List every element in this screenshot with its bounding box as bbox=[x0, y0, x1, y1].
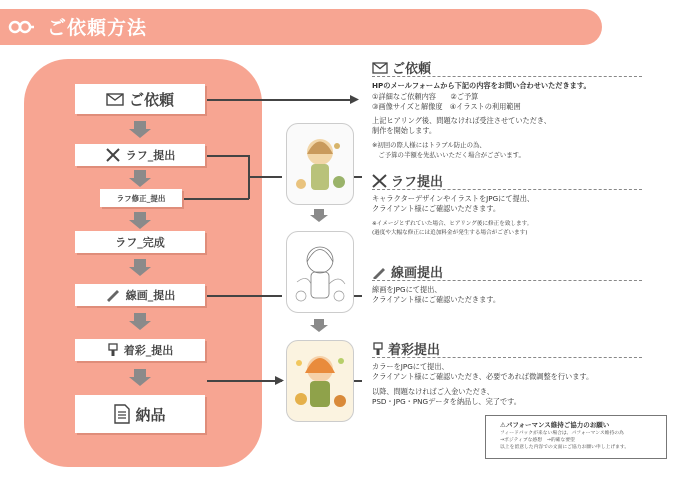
note-line-2: →ポジティブな感想 →的確な要望 bbox=[500, 438, 575, 443]
connector-line bbox=[207, 380, 282, 382]
section-title-lineart bbox=[372, 262, 443, 281]
request-text-2: ①詳細なご依頼内容 ②ご予算 bbox=[372, 92, 479, 101]
logo-icon bbox=[8, 19, 34, 35]
page-header bbox=[0, 9, 602, 45]
connector-line bbox=[184, 198, 249, 200]
request-text-1: HPのメールフォームから下記の内容をお問い合わせいただきます。 bbox=[372, 81, 591, 90]
section-title-rough bbox=[372, 171, 443, 190]
note-title: ⚠パフォーマンス維持ご協力のお願い bbox=[500, 421, 610, 429]
rough-sketch-thumbnail bbox=[286, 123, 354, 205]
tools-icon bbox=[105, 148, 121, 162]
request-text-4: 上記ヒアリング後、問題なければ受注させていただき、 bbox=[372, 116, 551, 125]
arrowhead-icon bbox=[350, 95, 359, 104]
color-text-1: カラーをJPGにて提出、 bbox=[372, 362, 449, 371]
step-label: 線画_提出 bbox=[125, 289, 176, 302]
request-text-3: ③画像サイズと解像度 ④イラストの利用範囲 bbox=[372, 102, 521, 111]
pencil-icon bbox=[372, 265, 387, 279]
color-text-3: 以降、問題なければご入金いただき、 bbox=[372, 387, 494, 396]
step-label: 納品 bbox=[135, 405, 166, 424]
step-request bbox=[75, 84, 205, 114]
step-delivery bbox=[75, 395, 205, 433]
step-color bbox=[75, 339, 205, 361]
step-label: ご依頼 bbox=[128, 90, 174, 109]
divider bbox=[372, 357, 642, 358]
section-title-text: 線画提出 bbox=[391, 266, 444, 281]
request-note-1: ※初回の際人様にはトラブル防止の為、 bbox=[372, 141, 486, 149]
step-label: ラフ_完成 bbox=[115, 236, 165, 249]
divider bbox=[372, 280, 642, 281]
request-note-2: ご予算の半額を先払いいただく場合がございます。 bbox=[372, 151, 525, 159]
step-rough-final bbox=[75, 231, 205, 253]
step-lineart bbox=[75, 284, 205, 306]
note-line-1: フィードバックが来ない場合は、パフォーマンス維持の為 bbox=[500, 431, 624, 436]
lineart-text-2: クライアント様にご確認いただきます。 bbox=[372, 295, 501, 304]
rough-note-1: ※イメージとずれていた場合、ヒアリング後に修正を致します。 bbox=[372, 221, 533, 227]
rough-text-2: クライアント様にご確認いただきます。 bbox=[372, 204, 501, 213]
divider bbox=[372, 189, 642, 190]
brush-icon bbox=[107, 343, 119, 357]
arrowhead-icon bbox=[275, 376, 284, 385]
rough-note-2: (過度や大幅な修正には追加料金が発生する場合がございます) bbox=[372, 230, 528, 236]
page-title: ご依頼方法 bbox=[47, 17, 148, 39]
color-text-2: クライアント様にご確認いただき、必要であれば微調整を行います。 bbox=[372, 372, 594, 381]
section-title-color bbox=[372, 339, 440, 358]
pencil-icon bbox=[105, 288, 121, 302]
section-title-request bbox=[372, 58, 431, 77]
brush-icon bbox=[372, 342, 384, 356]
step-label: 着彩_提出 bbox=[123, 344, 174, 357]
connector-line bbox=[248, 176, 282, 178]
lineart-thumbnail bbox=[286, 231, 354, 313]
connector-line bbox=[207, 155, 249, 157]
step-label: ラフ修正_提出 bbox=[116, 193, 166, 203]
tools-icon bbox=[372, 174, 387, 188]
step-rough-revision bbox=[100, 189, 182, 207]
performance-note bbox=[485, 415, 667, 459]
section-title-text: ラフ提出 bbox=[391, 175, 444, 190]
envelope-icon bbox=[106, 93, 124, 106]
envelope-icon bbox=[372, 62, 388, 74]
connector-line bbox=[207, 99, 352, 101]
step-label: ラフ_提出 bbox=[125, 149, 176, 162]
divider bbox=[372, 76, 642, 77]
note-line-3: 以上を留意した内容での文面にご協力お願い申し上げます。 bbox=[500, 445, 630, 450]
color-thumbnail bbox=[286, 340, 354, 422]
rough-text-1: キャラクターデザインやイラストをJPGにて提出、 bbox=[372, 194, 535, 203]
connector-line bbox=[207, 295, 282, 297]
lineart-text-1: 線画をJPGにて提出、 bbox=[372, 285, 442, 294]
section-title-text: ご依頼 bbox=[392, 62, 432, 77]
request-text-5: 制作を開始します。 bbox=[372, 126, 437, 135]
color-text-4: PSD・JPG・PNGデータを納品し、完了です。 bbox=[372, 397, 521, 406]
section-title-text: 着彩提出 bbox=[388, 343, 441, 358]
step-rough bbox=[75, 144, 205, 166]
document-icon bbox=[114, 404, 130, 424]
